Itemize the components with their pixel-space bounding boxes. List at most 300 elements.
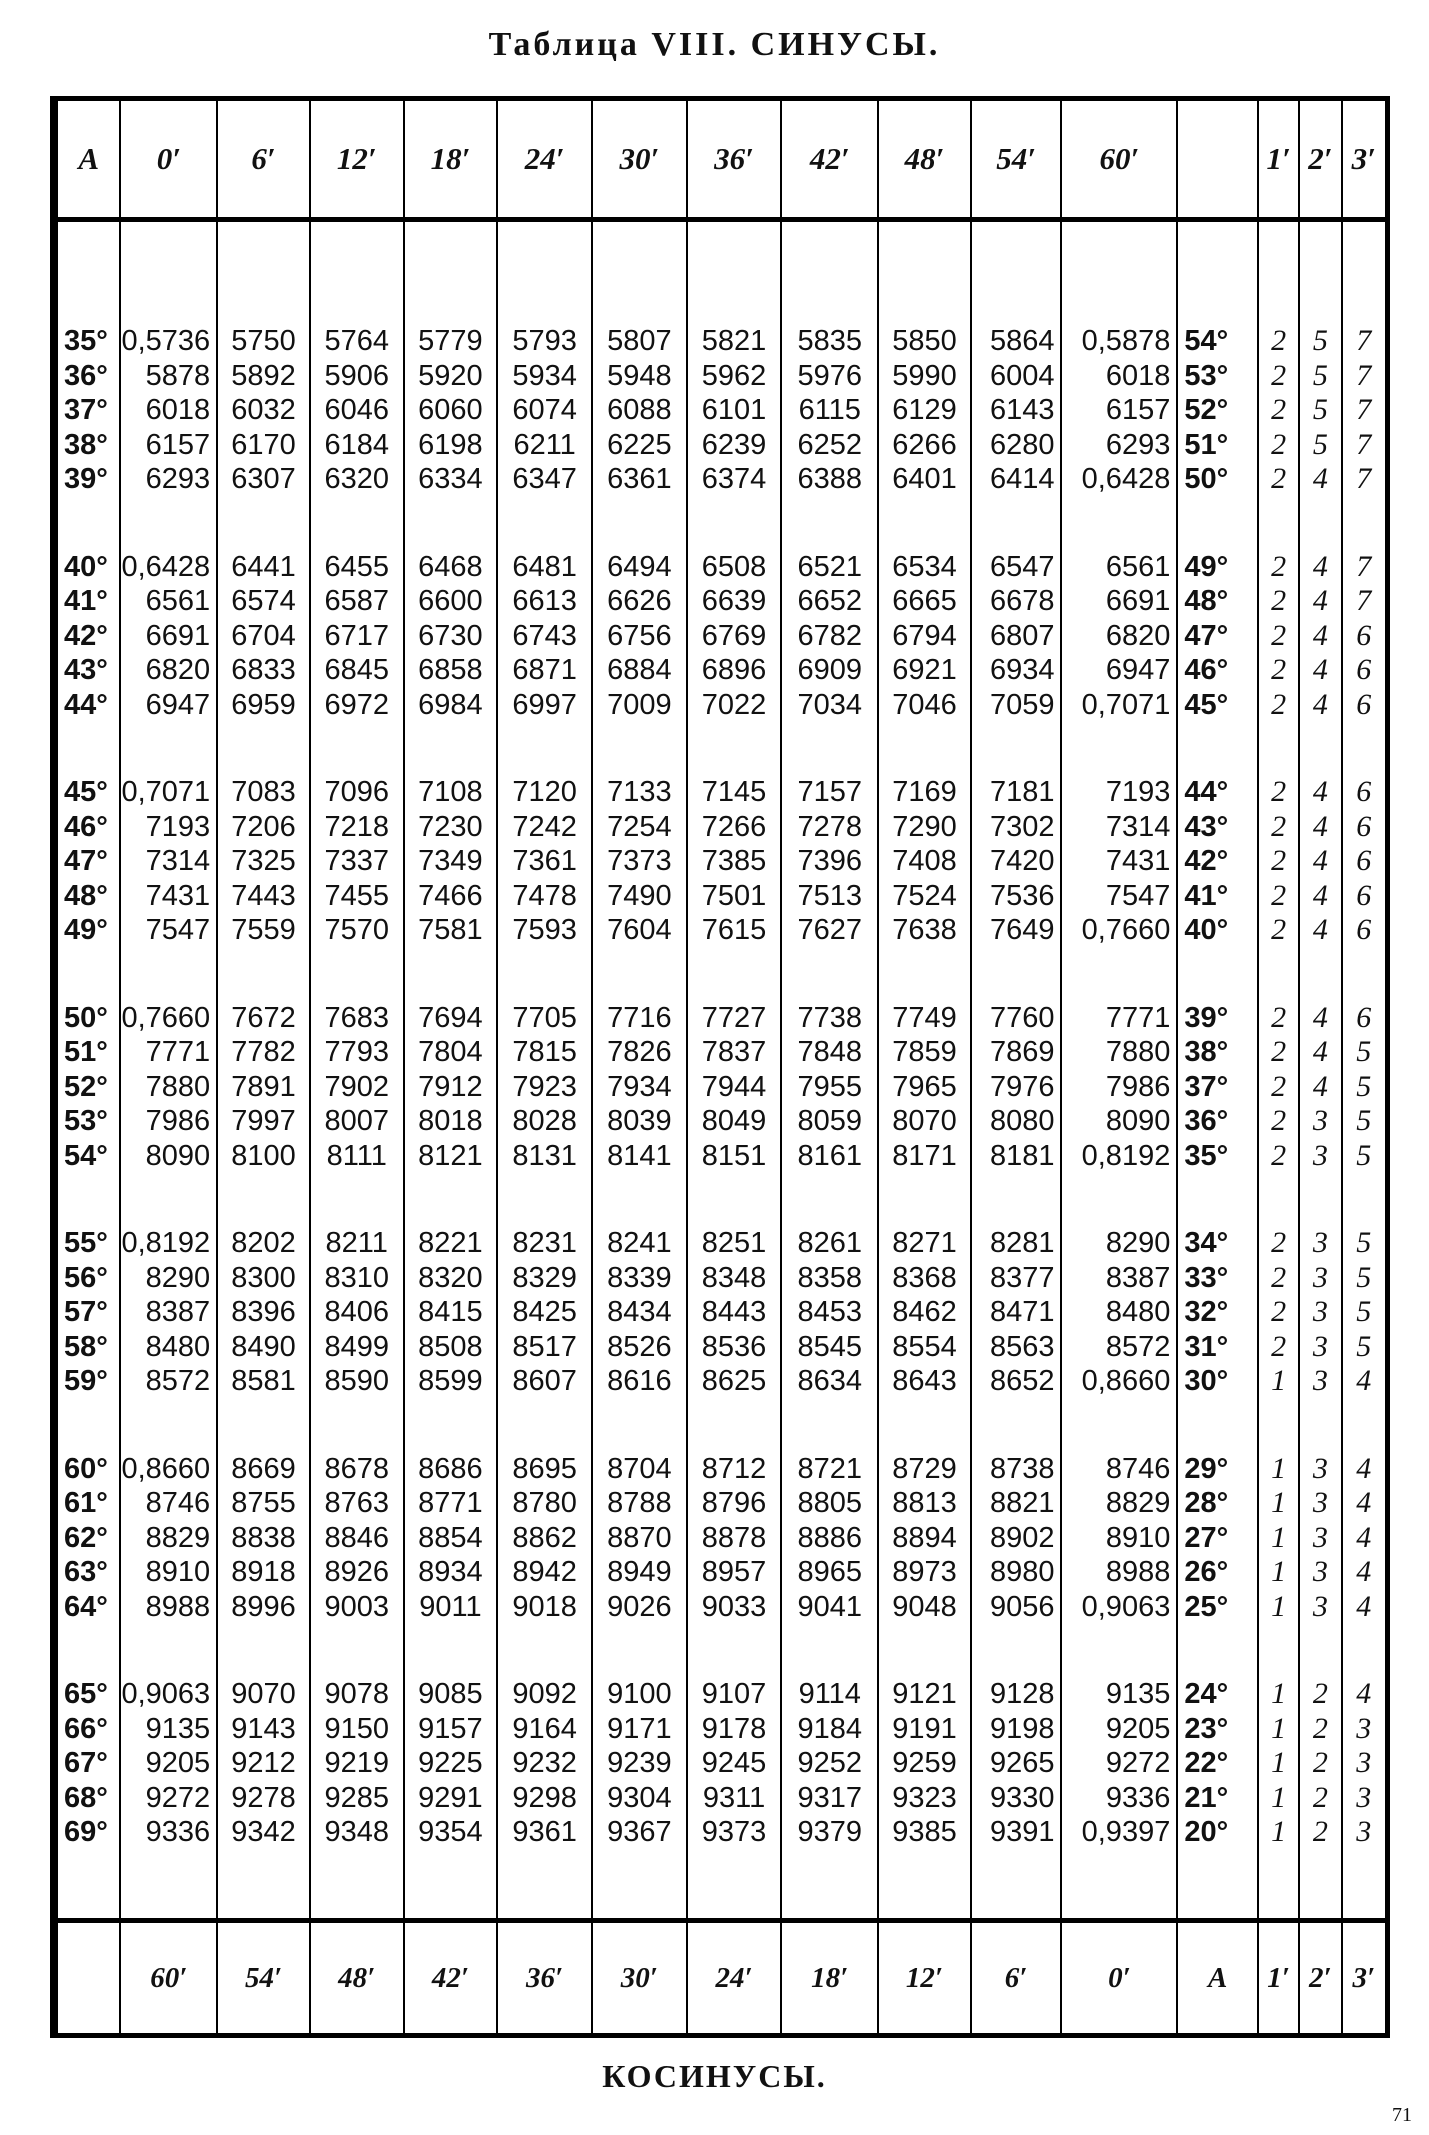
diff-cell: 3 [1312, 1364, 1328, 1397]
table-cell: 5835 [797, 325, 862, 357]
table-cell: 9048 [892, 1590, 957, 1623]
table-cell: 7615 [701, 914, 767, 946]
table-cell: 8652 [989, 1365, 1055, 1397]
table-cell: 6884 [607, 654, 672, 686]
table-cell: 7559 [231, 914, 296, 946]
row-group [879, 1226, 970, 1399]
table-cell: 9157 [418, 1712, 483, 1745]
table-cell: 8348 [701, 1261, 767, 1294]
diff-cell: 2 [1271, 775, 1287, 808]
table-cell: 7145 [701, 776, 767, 808]
diff-cell: 3 [1356, 1746, 1372, 1779]
table-cell: 7760 [989, 1001, 1055, 1034]
table-cell: 8480 [145, 1330, 211, 1363]
value-column [310, 220, 404, 1921]
table-cell: 9135 [1105, 1678, 1171, 1710]
table-cell: 6239 [701, 428, 767, 461]
table-cell: 6704 [231, 619, 296, 652]
row-angle: 60° [64, 1452, 108, 1485]
table-cell: 6547 [989, 550, 1055, 583]
row-group [1062, 1226, 1176, 1399]
row-group [972, 775, 1061, 948]
table-cell: 6170 [231, 428, 296, 461]
table-cell: 7513 [797, 879, 862, 912]
diff-cell: 2 [1271, 1035, 1287, 1068]
value-column [120, 220, 217, 1921]
row-angle: 58° [64, 1330, 108, 1363]
table-cell: 9323 [892, 1781, 957, 1814]
table-cell: 9385 [892, 1816, 957, 1848]
table-cell: 9311 [702, 1781, 766, 1814]
table-cell: 8396 [231, 1296, 296, 1328]
table-cell: 7133 [607, 776, 672, 808]
diff-cell: 5 [1356, 1138, 1372, 1172]
diff-cell: 2 [1271, 427, 1287, 461]
footer-minute: 0′ [1061, 1921, 1177, 2034]
table-cell: 8669 [231, 1452, 296, 1485]
table-cell: 9265 [989, 1747, 1055, 1779]
table-cell: 8211 [325, 1227, 388, 1259]
table-cell: 8729 [892, 1452, 957, 1485]
table-cell: 7826 [607, 1036, 672, 1068]
row-group [879, 550, 970, 723]
table-cell: 6266 [892, 428, 957, 461]
diff-cell: 3 [1312, 1520, 1328, 1554]
table-cell: 8886 [797, 1521, 862, 1554]
table-cell: 7009 [607, 688, 672, 721]
table-cell: 8902 [989, 1521, 1055, 1554]
sine-table-frame [50, 96, 1390, 2038]
value-column [217, 220, 310, 1921]
table-cell: 7157 [797, 776, 862, 808]
table-cell: 8988 [145, 1590, 211, 1623]
table-cell: 6947 [1105, 654, 1171, 686]
table-cell: 7524 [892, 879, 957, 912]
diff-cell: 5 [1312, 324, 1328, 357]
table-cell: 6909 [797, 654, 862, 686]
table-cell: 8339 [607, 1261, 672, 1294]
diff-cell: 4 [1312, 549, 1328, 583]
table-cell: 8957 [701, 1556, 767, 1588]
row-group [1343, 775, 1385, 948]
table-cell: 7455 [324, 879, 389, 912]
row-group [1178, 1001, 1257, 1174]
row-group [972, 1226, 1061, 1399]
table-cell: 6115 [798, 394, 861, 426]
diff-cell: 2 [1271, 653, 1287, 686]
row-group [218, 1677, 309, 1850]
row-group [1300, 1677, 1340, 1850]
table-cell: 7848 [797, 1036, 862, 1068]
table-cell: 5990 [892, 359, 957, 392]
diff-cell: 2 [1271, 1000, 1287, 1034]
diff-cell: 3 [1312, 1589, 1328, 1623]
table-cell: 5934 [512, 359, 577, 392]
table-cell: 7880 [145, 1070, 211, 1103]
row-group [58, 775, 119, 948]
table-cell: 7965 [892, 1070, 957, 1103]
table-cell: 8581 [231, 1365, 296, 1397]
table-cell: 6211 [513, 428, 576, 461]
diff-cell: 5 [1356, 1226, 1372, 1259]
table-cell: 6639 [701, 585, 767, 617]
row-group [1062, 550, 1176, 723]
table-cell: 7593 [512, 914, 577, 946]
row-complement-angle: 41° [1184, 879, 1229, 912]
row-complement-angle: 33° [1184, 1261, 1229, 1294]
diff-cell: 3 [1356, 1780, 1372, 1814]
table-cell: 6252 [797, 428, 862, 461]
row-group [1062, 1452, 1176, 1625]
row-group [498, 1001, 591, 1174]
table-cell: 6494 [607, 550, 672, 583]
table-cell: 7325 [231, 845, 296, 877]
table-cell: 7083 [231, 776, 296, 808]
footer-diff: 1′ [1258, 1921, 1299, 2034]
table-cell: 8738 [989, 1452, 1055, 1485]
footer-row [58, 1921, 1385, 2034]
row-group [218, 1452, 309, 1625]
diff-cell: 5 [1356, 1035, 1372, 1068]
diff-cell: 4 [1312, 844, 1328, 877]
row-group [1062, 1677, 1176, 1850]
diff-cell: 3 [1312, 1555, 1328, 1588]
table-cell: 7361 [512, 845, 577, 877]
row-group [688, 775, 781, 948]
row-group [1259, 1001, 1298, 1174]
diff-cell: 2 [1271, 1226, 1287, 1259]
row-angle: 47° [64, 845, 108, 877]
row-group [1259, 1452, 1298, 1625]
table-cell: 7385 [701, 845, 767, 877]
row-complement-angle: 32° [1184, 1296, 1229, 1328]
table-cell: 0,5878 [1081, 325, 1171, 357]
diff-cell: 7 [1356, 324, 1372, 357]
table-cell: 9317 [797, 1781, 862, 1814]
diff-cell: 4 [1312, 1069, 1328, 1103]
diff-cell: 4 [1312, 687, 1328, 721]
diff-cell: 7 [1356, 427, 1372, 461]
row-group [688, 324, 781, 497]
table-cell: 7683 [324, 1001, 389, 1034]
table-cell: 8171 [892, 1139, 957, 1172]
table-cell: 6307 [231, 463, 296, 495]
row-angle: 55° [64, 1227, 108, 1259]
table-cell: 7771 [1105, 1001, 1171, 1034]
table-cell: 7501 [701, 879, 767, 912]
value-column [1061, 220, 1177, 1921]
table-cell: 7466 [418, 879, 483, 912]
diff-cell: 1 [1271, 1520, 1287, 1554]
row-complement-angle: 46° [1184, 654, 1229, 686]
diff-cell: 4 [1312, 878, 1328, 912]
row-group [498, 550, 591, 723]
table-cell: 7804 [418, 1036, 483, 1068]
table-cell: 8821 [989, 1487, 1055, 1519]
table-cell: 8290 [1105, 1227, 1171, 1259]
table-cell: 0,7660 [121, 1001, 211, 1034]
table-cell: 8310 [324, 1261, 389, 1294]
row-group [688, 1001, 781, 1174]
table-cell: 7771 [145, 1036, 211, 1068]
diff-cell: 2 [1271, 1295, 1287, 1328]
table-cell: 6334 [418, 463, 483, 495]
table-cell: 7955 [797, 1070, 862, 1103]
diff-cell: 2 [1271, 1260, 1287, 1294]
table-cell: 7547 [145, 914, 211, 946]
table-cell: 8406 [324, 1296, 389, 1328]
table-cell: 8862 [512, 1521, 577, 1554]
diff-cell: 6 [1356, 653, 1372, 686]
row-group [782, 1677, 877, 1850]
header-minute: 6′ [217, 101, 310, 220]
table-cell: 9212 [231, 1747, 296, 1779]
diff-cell: 6 [1356, 687, 1372, 721]
table-cell: 9056 [989, 1590, 1055, 1623]
table-cell: 7120 [512, 776, 577, 808]
table-cell: 7373 [607, 845, 672, 877]
table-cell: 0,8192 [121, 1227, 211, 1259]
table-cell: 7986 [145, 1105, 211, 1137]
table-cell: 9107 [701, 1678, 767, 1710]
row-group [1343, 550, 1385, 723]
table-cell: 5920 [418, 359, 483, 392]
table-cell: 7815 [512, 1036, 577, 1068]
table-cell: 9285 [324, 1781, 389, 1814]
diff-cell: 4 [1356, 1451, 1372, 1485]
table-cell: 8453 [797, 1296, 862, 1328]
table-cell: 0,8660 [121, 1452, 211, 1485]
diff-cell: 2 [1271, 462, 1287, 495]
table-cell: 8607 [512, 1365, 577, 1397]
row-group [879, 775, 970, 948]
diff-cell: 2 [1271, 324, 1287, 357]
diff-cell: 6 [1356, 618, 1372, 652]
table-cell: 7638 [892, 914, 957, 946]
table-cell: 7181 [989, 776, 1055, 808]
diff-cell: 1 [1271, 1451, 1287, 1485]
row-angle: 54° [64, 1139, 108, 1172]
table-cell: 6374 [701, 463, 767, 495]
table-cell: 7649 [989, 914, 1055, 946]
row-group [1300, 324, 1340, 497]
diff-cell: 7 [1356, 393, 1372, 426]
row-angle: 46° [64, 810, 108, 843]
table-body-row [58, 220, 1385, 1921]
table-cell: 8838 [231, 1521, 296, 1554]
row-group [972, 550, 1061, 723]
row-group [1259, 1226, 1298, 1399]
table-cell: 8780 [512, 1487, 577, 1519]
table-cell: 8434 [607, 1296, 672, 1328]
table-cell: 5906 [324, 359, 389, 392]
value-column [592, 220, 687, 1921]
table-cell: 7986 [1105, 1070, 1171, 1103]
table-cell: 6401 [892, 463, 957, 495]
row-complement-angle: 50° [1184, 463, 1229, 495]
table-cell: 9304 [607, 1781, 672, 1814]
header-minute: 12′ [310, 101, 404, 220]
table-cell: 8261 [797, 1227, 862, 1259]
table-cell: 8281 [989, 1227, 1055, 1259]
table-cell: 7869 [989, 1036, 1055, 1068]
row-group [58, 550, 119, 723]
row-group [972, 1001, 1061, 1174]
table-cell: 7193 [145, 810, 211, 843]
diff-cell: 2 [1271, 878, 1287, 912]
table-cell: 7547 [1105, 879, 1171, 912]
diff-cell: 4 [1356, 1364, 1372, 1397]
table-cell: 8499 [324, 1330, 389, 1363]
diff-cell: 4 [1312, 775, 1328, 808]
diff-cell: 2 [1271, 618, 1287, 652]
row-complement-angle: 27° [1184, 1521, 1229, 1554]
row-angle: 42° [64, 619, 108, 652]
table-cell: 0,6428 [121, 550, 211, 583]
footer-minute: 36′ [497, 1921, 592, 2034]
row-group [218, 775, 309, 948]
table-cell: 9092 [512, 1678, 577, 1710]
table-cell: 9239 [607, 1747, 672, 1779]
table-cell: 7034 [797, 688, 862, 721]
table-cell: 8965 [797, 1556, 862, 1588]
table-cell: 6820 [145, 654, 211, 686]
value-column [404, 220, 498, 1921]
row-group [1343, 1452, 1385, 1625]
table-cell: 6717 [324, 619, 389, 652]
table-cell: 8049 [701, 1105, 767, 1137]
row-complement-angle: 28° [1184, 1487, 1229, 1519]
table-cell: 8829 [145, 1521, 211, 1554]
row-group [1343, 1001, 1385, 1174]
table-cell: 9225 [418, 1747, 483, 1779]
table-cell: 7108 [418, 776, 483, 808]
header-diff: 3′ [1342, 101, 1385, 220]
sine-table [58, 101, 1385, 2033]
row-group [498, 1677, 591, 1850]
diff-cell: 6 [1356, 1000, 1372, 1034]
row-group [1178, 324, 1257, 497]
table-cell: 8796 [701, 1487, 767, 1519]
table-cell: 9070 [231, 1678, 296, 1710]
table-cell: 7570 [324, 914, 389, 946]
diff-cell: 6 [1356, 878, 1372, 912]
row-group [121, 324, 216, 497]
row-group [593, 324, 686, 497]
row-angle: 41° [64, 585, 108, 617]
table-cell: 0,7660 [1081, 914, 1171, 946]
table-cell: 7314 [1105, 810, 1171, 843]
table-cell: 9143 [231, 1712, 296, 1745]
diff-cell: 1 [1271, 1555, 1287, 1588]
table-cell: 8111 [326, 1139, 387, 1172]
row-group [405, 324, 497, 497]
diff-cell: 6 [1356, 844, 1372, 877]
footer-minute: 54′ [217, 1921, 310, 2034]
table-cell: 0,6428 [1081, 463, 1171, 495]
table-cell: 7169 [892, 776, 957, 808]
table-cell: 6225 [607, 428, 672, 461]
table-cell: 8462 [892, 1296, 957, 1328]
row-angle: 49° [64, 914, 108, 946]
diff-cell: 5 [1356, 1104, 1372, 1137]
diff-cell: 5 [1356, 1260, 1372, 1294]
table-cell: 8059 [797, 1105, 862, 1137]
table-cell: 6101 [701, 394, 767, 426]
table-cell: 7443 [231, 879, 296, 912]
row-group [593, 1001, 686, 1174]
table-cell: 8988 [1105, 1556, 1171, 1588]
diff-cell: 4 [1312, 584, 1328, 617]
row-angle: 62° [64, 1521, 108, 1554]
table-cell: 7278 [797, 810, 862, 843]
footer-diff: 2′ [1299, 1921, 1341, 2034]
table-cell: 9391 [989, 1816, 1055, 1848]
table-cell: 7672 [231, 1001, 296, 1034]
table-cell: 0,7071 [121, 776, 211, 808]
row-complement-angle: 37° [1184, 1070, 1229, 1103]
table-cell: 8746 [1105, 1452, 1171, 1485]
table-cell: 8910 [145, 1556, 211, 1588]
table-cell: 9379 [797, 1816, 862, 1848]
table-cell: 6691 [145, 619, 211, 652]
table-cell: 8599 [418, 1365, 483, 1397]
table-cell: 9336 [145, 1816, 211, 1848]
table-cell: 8634 [797, 1365, 862, 1397]
row-group [879, 1677, 970, 1850]
row-group [972, 1452, 1061, 1625]
diff-cell: 2 [1271, 549, 1287, 583]
row-angle: 48° [64, 879, 108, 912]
row-complement-angle: 51° [1184, 428, 1229, 461]
row-group [121, 775, 216, 948]
table-cell: 8942 [512, 1556, 577, 1588]
table-cell: 8141 [607, 1139, 672, 1172]
table-cell: 8934 [418, 1556, 483, 1588]
table-cell: 8813 [892, 1487, 957, 1519]
diff-column [1299, 220, 1341, 1921]
table-cell: 6320 [324, 463, 389, 495]
table-cell: 8554 [892, 1330, 957, 1363]
row-group [1300, 775, 1340, 948]
table-cell: 0,8192 [1081, 1139, 1171, 1172]
row-group [311, 1452, 403, 1625]
table-cell: 8080 [989, 1105, 1055, 1137]
table-cell: 6561 [1105, 550, 1171, 583]
table-cell: 7934 [607, 1070, 672, 1103]
table-cell: 0,9063 [121, 1678, 211, 1710]
row-group [498, 324, 591, 497]
diff-cell: 7 [1356, 462, 1372, 495]
row-group [1300, 1001, 1340, 1174]
diff-cell: 4 [1312, 462, 1328, 495]
row-angle: 69° [64, 1816, 108, 1848]
row-angle: 35° [64, 325, 108, 357]
table-cell: 9041 [797, 1590, 862, 1623]
diff-cell: 1 [1271, 1746, 1287, 1779]
table-cell: 9198 [989, 1712, 1055, 1745]
diff-cell: 6 [1356, 775, 1372, 808]
footer-minute: 60′ [120, 1921, 217, 2034]
diff-cell: 5 [1312, 393, 1328, 426]
table-cell: 8028 [512, 1105, 577, 1137]
row-group [405, 1452, 497, 1625]
table-cell: 6972 [324, 688, 389, 721]
table-cell: 7059 [989, 688, 1055, 721]
table-cell: 7230 [418, 810, 483, 843]
row-complement-angle: 25° [1184, 1590, 1229, 1623]
table-cell: 8181 [989, 1139, 1055, 1172]
